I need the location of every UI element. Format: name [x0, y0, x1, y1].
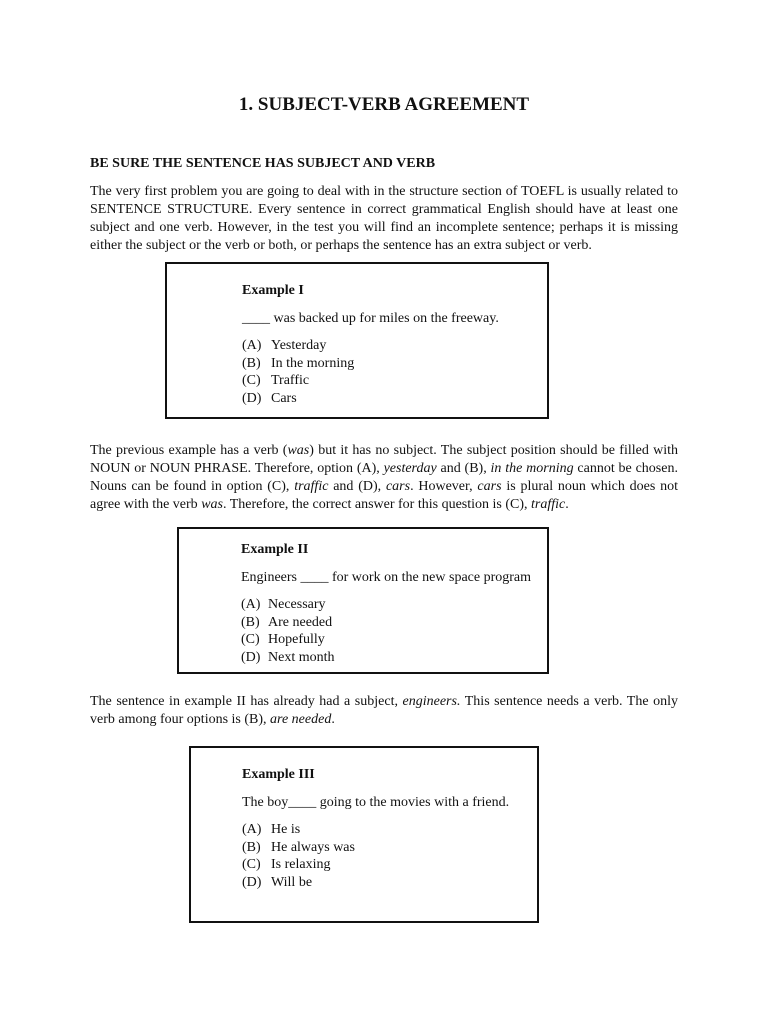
text-run: . — [331, 712, 335, 727]
italic-run: traffic — [294, 479, 329, 494]
italic-run: was — [201, 497, 223, 512]
example-1-box — [165, 262, 549, 419]
text-run: and (B), — [436, 461, 491, 476]
example-2-prompt: Engineers ____ for work on the new space program — [241, 570, 532, 585]
example-3-box — [189, 746, 539, 923]
option-letter: (C) — [241, 632, 260, 647]
text-run: The previous example has a verb ( — [90, 443, 288, 458]
option-item — [242, 390, 499, 408]
option-item — [242, 821, 509, 839]
option-item — [242, 372, 499, 390]
option-item — [242, 856, 509, 874]
option-item — [241, 596, 531, 614]
explanation-paragraph-1 — [90, 442, 678, 514]
italic-run: cars — [385, 479, 411, 494]
example-3-options — [242, 821, 509, 891]
example-3-content — [242, 766, 509, 891]
italic-run: yesterday — [383, 461, 437, 476]
example-1-title: Example I — [242, 283, 304, 298]
option-letter: (C) — [242, 857, 261, 872]
option-text: Are needed — [268, 614, 333, 630]
text-run: and (D), — [328, 479, 386, 494]
option-letter: (B) — [242, 355, 261, 371]
option-text: Will be — [271, 874, 313, 890]
option-letter: (B) — [241, 614, 260, 630]
option-letter: (D) — [241, 649, 261, 665]
explanation-paragraph-2 — [90, 693, 678, 729]
option-text: Yesterday — [271, 338, 327, 353]
option-letter: (A) — [241, 597, 261, 612]
example-1-content — [242, 282, 499, 407]
italic-run: in the morning — [490, 461, 574, 476]
italic-run: cars — [477, 479, 502, 494]
option-text: He always was — [271, 839, 355, 855]
option-letter: (D) — [242, 874, 262, 890]
option-item — [242, 874, 509, 892]
text-run: . — [565, 497, 569, 512]
example-2-box — [177, 527, 549, 674]
option-letter: (B) — [242, 839, 261, 855]
option-item — [242, 355, 499, 373]
text-run: is plural noun which does not agree with the verb — [90, 479, 679, 512]
text-run: . However, — [410, 479, 478, 494]
option-text: Next month — [268, 649, 335, 665]
intro-paragraph: The very first problem you are going to deal with in the structure section of TOEFL is usually related to SENTENCE STRUCTURE. Every sentence in correct grammatical English should have at least one subject and one verb. However, in the test you will find an incomplete sentence; perhaps it is missing either the subject or the verb or both, or perhaps the sentence has an extra subject or verb. — [90, 184, 678, 253]
text-run: . Therefore, the correct answer for this question is (C), — [222, 497, 532, 512]
text-run: cannot be chosen. Nouns can be found in option (C), — [90, 461, 678, 494]
text-run: The sentence in example II has already had a subject, — [90, 694, 403, 709]
option-item — [241, 614, 531, 632]
italic-run: are needed — [270, 712, 332, 727]
text-run: This sentence needs a verb. The only verb among four options is (B), — [90, 694, 678, 727]
option-text: Is relaxing — [271, 857, 331, 872]
option-text: Traffic — [271, 373, 310, 388]
italic-run: engineers. — [402, 694, 461, 709]
option-text: Cars — [271, 390, 297, 406]
option-letter: (A) — [242, 822, 262, 837]
option-text: Hopefully — [268, 632, 325, 647]
option-letter: (C) — [242, 373, 261, 388]
example-2-content — [241, 541, 531, 666]
option-text: He is — [271, 822, 301, 837]
option-text: Necessary — [268, 597, 326, 612]
option-letter: (A) — [242, 338, 262, 353]
option-item — [242, 337, 499, 355]
example-2-options — [241, 596, 531, 666]
option-text: In the morning — [271, 355, 355, 371]
page-title: 1. SUBJECT-VERB AGREEMENT — [238, 94, 530, 115]
example-3-prompt: The boy____ going to the movies with a friend. — [242, 795, 510, 810]
example-2-title: Example II — [241, 542, 309, 557]
option-item — [241, 649, 531, 667]
option-item — [241, 631, 531, 649]
italic-run: traffic — [531, 497, 566, 512]
example-1-options — [242, 337, 499, 407]
text-run: ) but it has no subject. The subject position should be filled with NOUN or NOUN PHRASE. Therefore, option (A), — [90, 443, 678, 476]
option-item — [242, 839, 509, 857]
section-heading: BE SURE THE SENTENCE HAS SUBJECT AND VERB — [90, 156, 436, 171]
example-1-prompt: ____ was backed up for miles on the freeway. — [242, 311, 499, 326]
example-3-title: Example III — [242, 767, 315, 782]
italic-run: was — [287, 443, 310, 458]
option-letter: (D) — [242, 390, 262, 406]
